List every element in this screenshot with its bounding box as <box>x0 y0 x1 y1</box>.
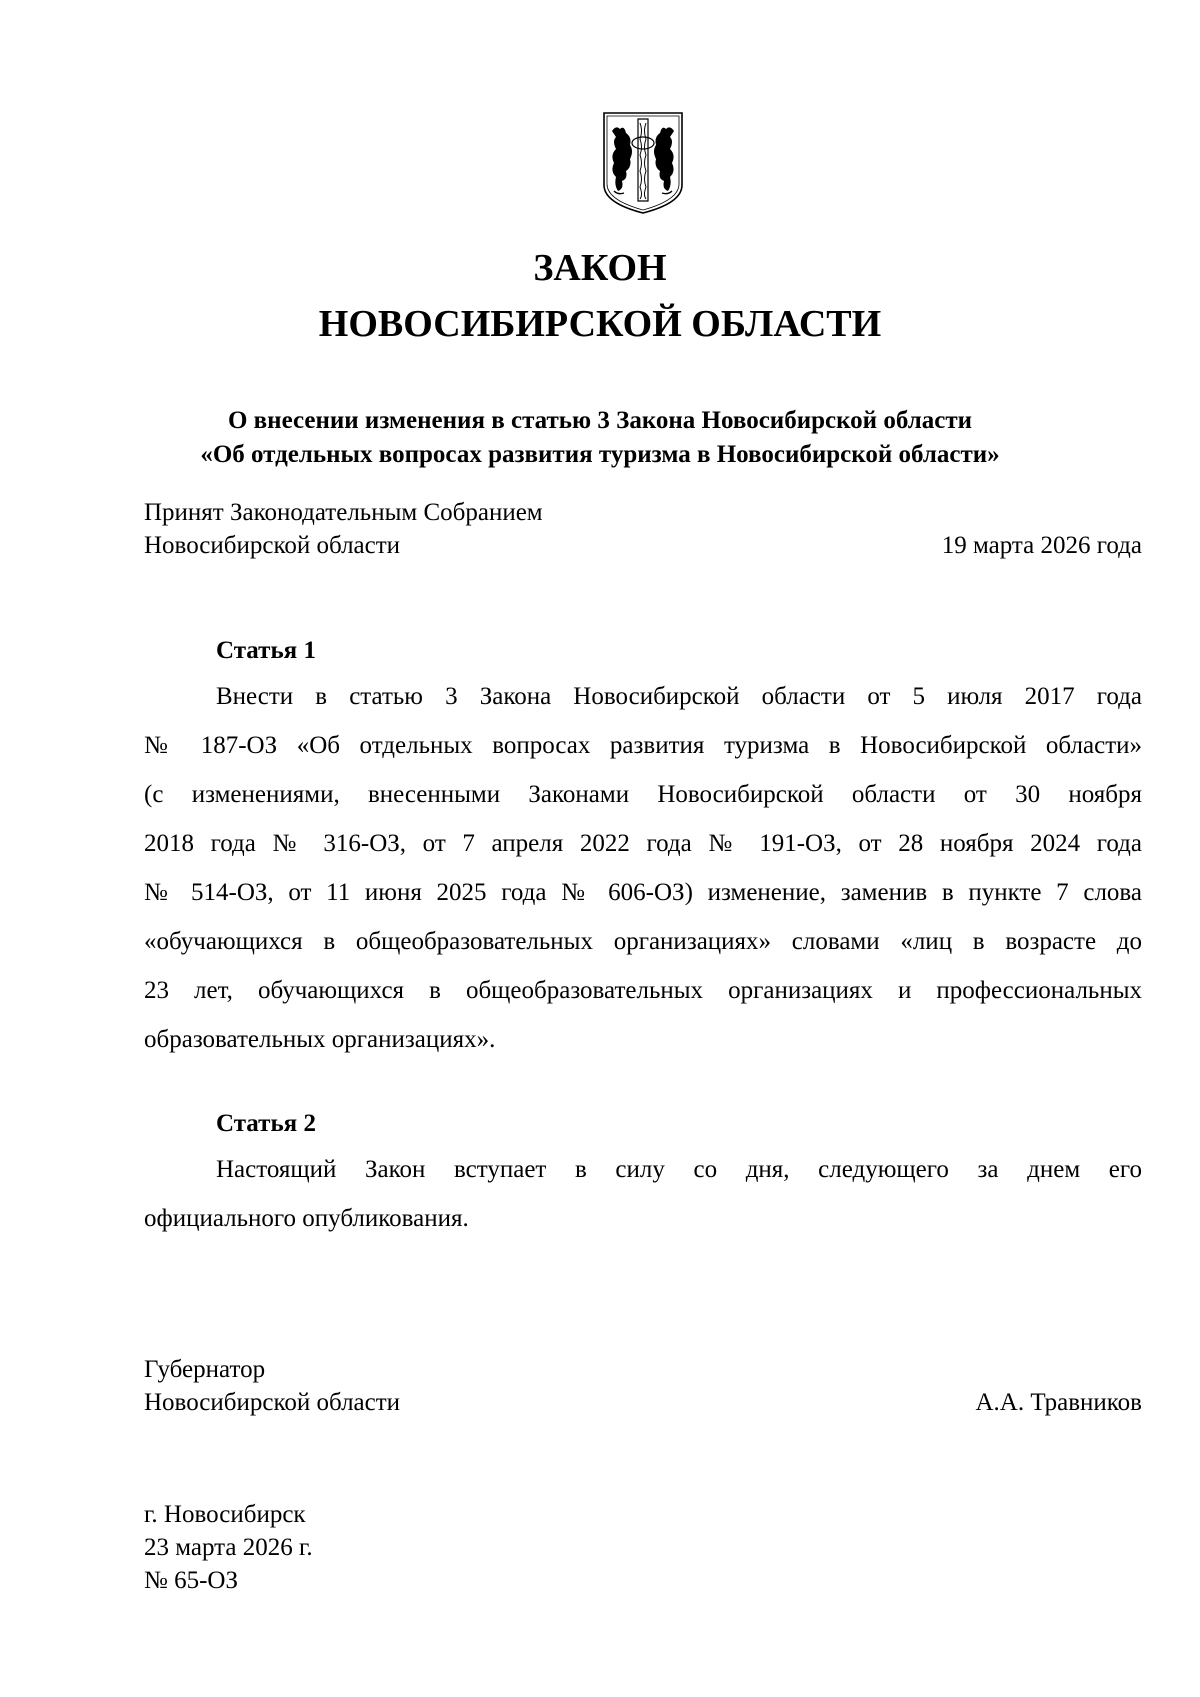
document-title <box>0 240 1200 352</box>
article-1-line: Внести в статью 3 Закона Новосибирской области от 5 июля 2017 года <box>216 683 1142 710</box>
article-1-line: образовательных организациях». <box>144 1026 496 1053</box>
signature-block <box>144 1353 1142 1419</box>
signature-position-line-2: Новосибирской области <box>144 1389 401 1416</box>
article-1-body <box>144 672 1142 1064</box>
place-date-number <box>144 1498 313 1597</box>
article-2-line: Настоящий Закон вступает в силу со дня, следующего за днем его <box>216 1156 1142 1183</box>
subtitle-line-1: О внесении изменения в статью 3 Закона Новосибирской области <box>227 407 973 434</box>
article-1-heading: Статья 1 <box>216 637 316 664</box>
article-1-line: 2018 года № 316-ОЗ, от 7 апреля 2022 года № 191-ОЗ, от 28 ноября 2024 года <box>144 830 1142 857</box>
adoption-block <box>144 496 1142 562</box>
title-line-1: ЗАКОН <box>533 247 667 289</box>
signature-position-line-1: Губернатор <box>144 1356 266 1383</box>
article-1-line: № 187-ОЗ «Об отдельных вопросах развития туризма в Новосибирской области» <box>144 732 1142 759</box>
adoption-date: 19 марта 2026 года <box>941 532 1142 559</box>
adoption-line-1: Принят Законодательным Собранием <box>144 499 543 526</box>
article-2-heading: Статья 2 <box>216 1110 316 1137</box>
coat-of-arms-icon <box>602 111 684 215</box>
article-1-line: «обучающихся в общеобразовательных организациях» словами «лиц в возрасте до <box>144 928 1142 955</box>
title-line-2: НОВОСИБИРСКОЙ ОБЛАСТИ <box>318 303 882 345</box>
signatory-name: А.А. Травников <box>975 1389 1142 1416</box>
article-1-line: № 514-ОЗ, от 11 июня 2025 года № 606-ОЗ) изменение, заменив в пункте 7 слова <box>144 879 1142 906</box>
document-subtitle <box>0 404 1200 472</box>
city: г. Новосибирск <box>144 1501 306 1528</box>
signing-date: 23 марта 2026 г. <box>144 1534 313 1561</box>
law-number: № 65-ОЗ <box>144 1567 239 1594</box>
article-1-line: 23 лет, обучающихся в общеобразовательных организациях и профессиональных <box>144 977 1142 1004</box>
adoption-line-2: Новосибирской области <box>144 532 401 559</box>
article-2-line: официального опубликования. <box>144 1205 469 1232</box>
article-2-body <box>144 1145 1142 1243</box>
subtitle-line-2: «Об отдельных вопросах развития туризма в Новосибирской области» <box>200 441 1000 468</box>
article-1-line: (с изменениями, внесенными Законами Новосибирской области от 30 ноября <box>144 781 1142 808</box>
